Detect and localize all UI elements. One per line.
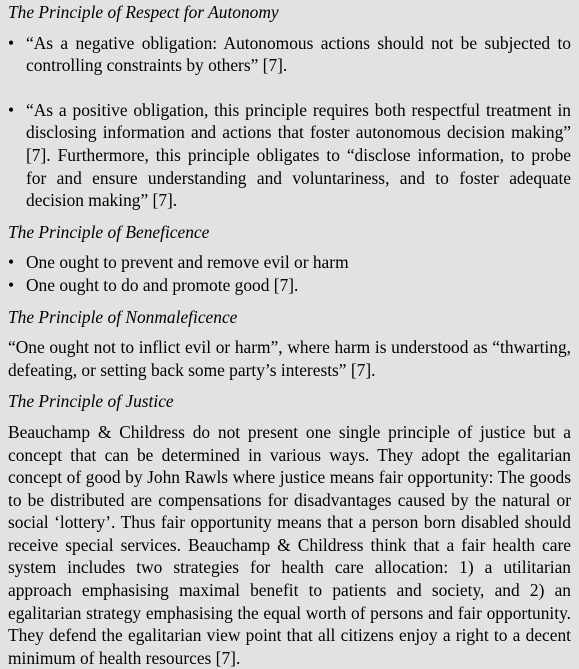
- section-title-beneficence: The Principle of Beneficence: [8, 221, 210, 242]
- section-autonomy: [8, 1, 571, 212]
- bullet-icon: •: [8, 274, 15, 295]
- list-item-text: “As a negative obligation: Autonomous actions should not be subjected to controlling constraints by others” [7].: [26, 32, 571, 76]
- section-title-justice: The Principle of Justice: [8, 391, 174, 412]
- autonomy-bullet-list: [8, 32, 571, 212]
- section-title-nonmaleficence: The Principle of Nonmaleficence: [8, 306, 238, 327]
- list-item: [8, 32, 571, 77]
- beneficence-bullet-list: [8, 251, 571, 296]
- section-title-autonomy: The Principle of Respect for Autonomy: [8, 2, 279, 22]
- list-item: [8, 99, 571, 212]
- bullet-icon: •: [8, 99, 15, 120]
- list-item: [8, 251, 571, 274]
- section-nonmaleficence: [8, 306, 571, 382]
- justice-paragraph: Beauchamp & Childress do not present one single principle of justice but a concept that can be determined in various ways. They adopt the egalitarian concept of good by John Rawls where justice means fair opportunity: The goods to be distributed are compensations for disadvantages caused by the natural or social ‘lottery’. Thus fair opportunity means that a person born disabled should receive special services. Beauchamp & Childress think that a fair health care system includes two strategies for health care allocation: 1) a utilitarian approach emphasising maximal benefit to patients and society, and 2) an egalitarian strategy emphasising the equal worth of persons and fair opportunity. They defend the egalitarian view point that all citizens enjoy a right to a decent minimum of health resources [7].: [8, 421, 571, 668]
- list-item-text: “As a positive obligation, this principle requires both respectful treatment in disclosing information and actions that foster autonomous decision making” [7]. Furthermore, this principle obligates to “disclose information, to probe for and ensure understanding and voluntariness, and to foster adequate decision making” [7].: [26, 99, 571, 211]
- section-justice: [8, 390, 571, 669]
- nonmaleficence-paragraph: “One ought not to inflict evil or harm”, where harm is understood as “thwarting, defeating, or setting back some party’s interests” [7].: [8, 337, 571, 380]
- section-beneficence: [8, 221, 571, 297]
- list-item-text: One ought to prevent and remove evil or harm: [26, 252, 349, 273]
- list-item: [8, 274, 571, 297]
- bullet-icon: •: [8, 32, 15, 53]
- list-item-text: One ought to do and promote good [7].: [26, 274, 299, 295]
- bullet-icon: •: [8, 252, 15, 273]
